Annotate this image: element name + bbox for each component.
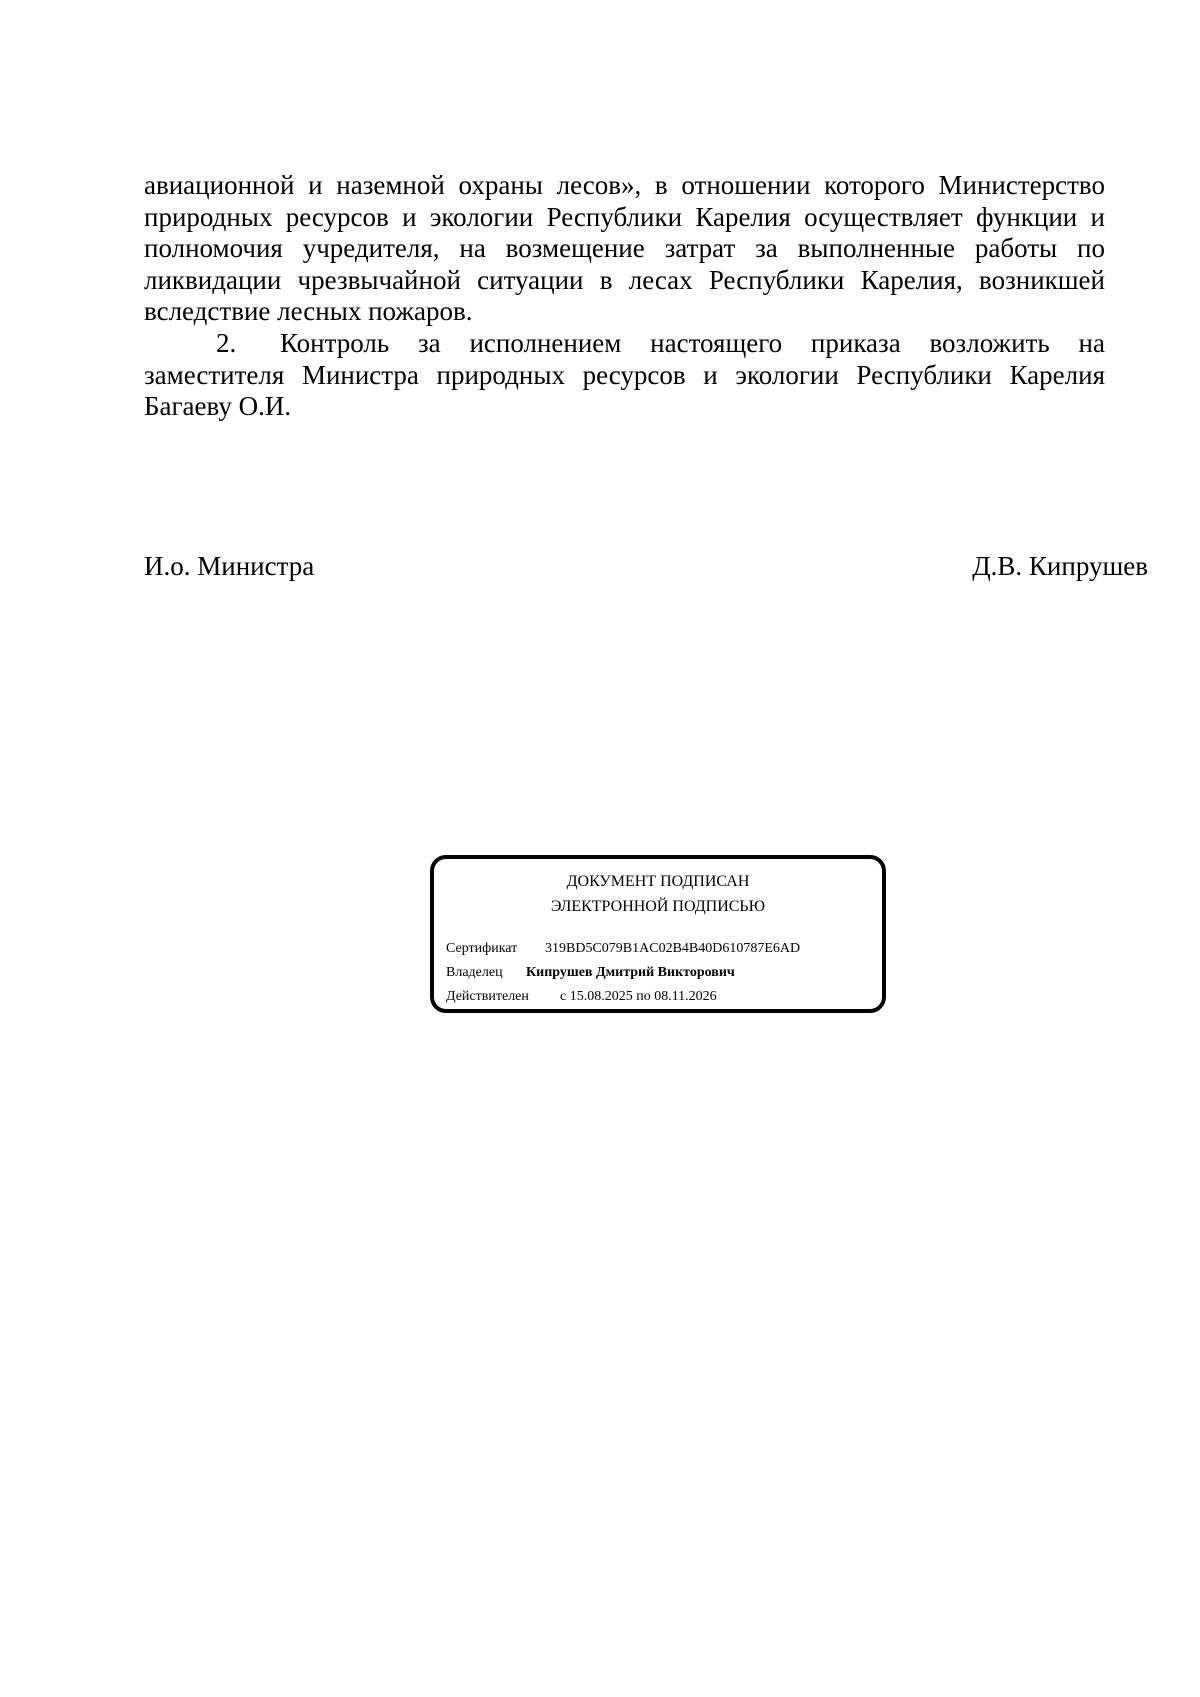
- paragraph-1: [144, 170, 1105, 328]
- stamp-validity-value: с 15.08.2025 по 08.11.2026: [560, 989, 717, 1004]
- stamp-owner-label: Владелец: [446, 965, 503, 980]
- paragraph-2-text: Контроль за исполнением настоящего приказа возложить на заместителя Министра природных ресурсов и экологии Республики Карелия Багаеву О.И.: [144, 327, 1105, 422]
- stamp-title-line-1: ДОКУМЕНТ ПОДПИСАН: [566, 873, 750, 890]
- electronic-signature-stamp: [430, 855, 886, 1013]
- paragraph-2-number: 2.: [216, 327, 237, 358]
- stamp-owner-value: Кипрушев Дмитрий Викторович: [526, 965, 735, 980]
- stamp-validity-label: Действителен: [446, 989, 529, 1004]
- stamp-certificate-value: 319BD5C079B1AC02B4B40D610787E6AD: [545, 941, 801, 956]
- stamp-owner-row: [446, 964, 735, 982]
- signatory-name: Д.В. Кипрушев: [972, 551, 1148, 581]
- stamp-certificate-label: Сертификат: [446, 941, 518, 956]
- paragraph-1-text: авиационной и наземной охраны лесов», в отношении которого Министерство природных ресурсов и экологии Республики Карелия осуществляет функции и полномочия учредителя, на возмещение затрат за выполненные работы по ликвидации чрезвычайной ситуации в лесах Республики Карелия, возникшей вследствие лесных пожаров.: [144, 170, 1105, 327]
- document-body: [144, 170, 1105, 423]
- stamp-validity-row: [446, 988, 717, 1006]
- stamp-title-line-2: ЭЛЕКТРОННОЙ ПОДПИСЬЮ: [550, 898, 766, 915]
- signatory-position: И.о. Министра: [144, 551, 315, 581]
- paragraph-2: [144, 328, 1105, 423]
- stamp-title: [434, 869, 882, 919]
- stamp-certificate-row: [446, 940, 800, 958]
